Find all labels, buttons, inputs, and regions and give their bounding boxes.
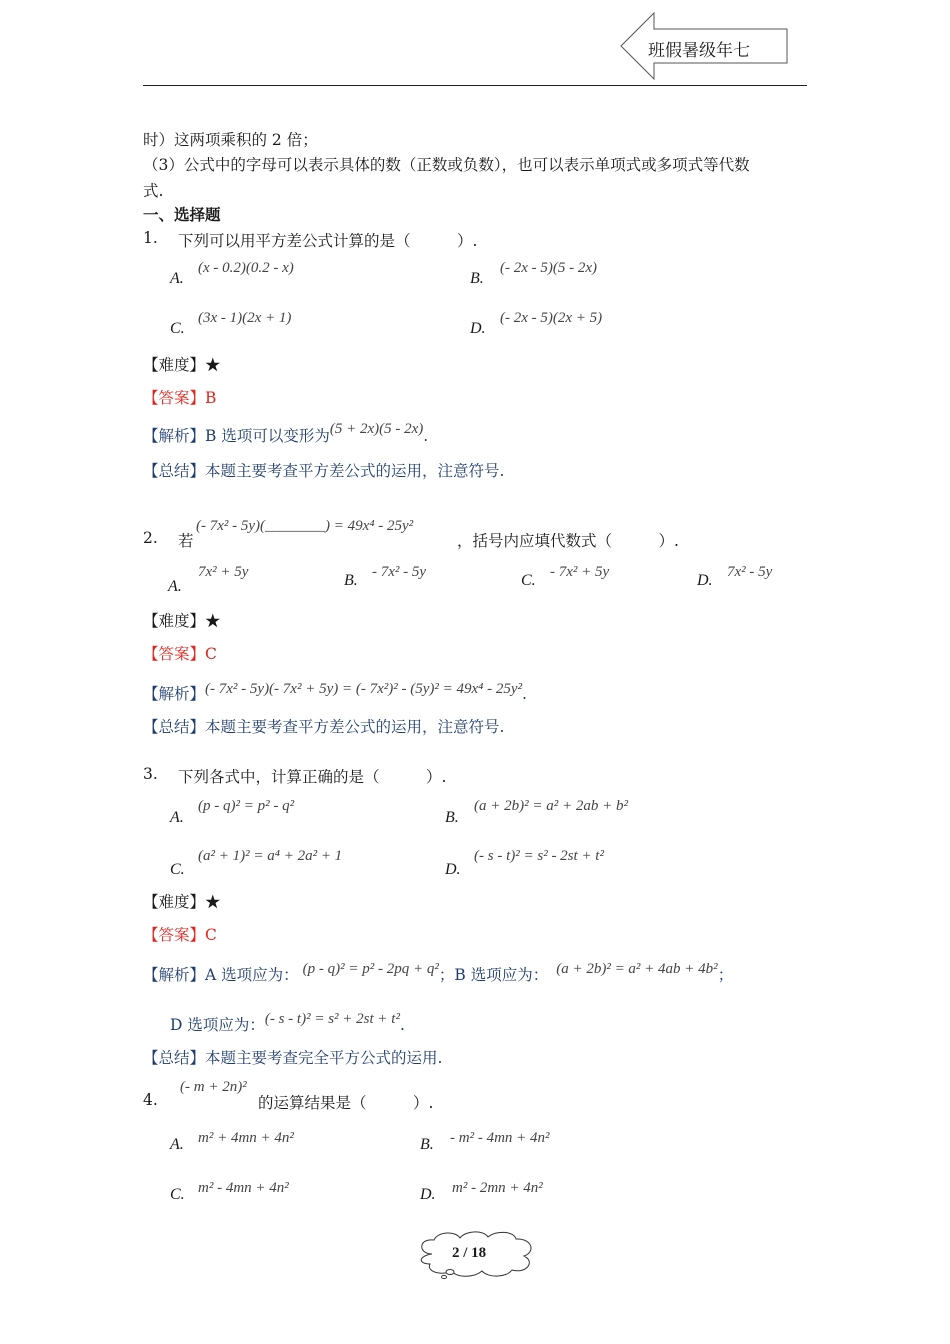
- q1-summary-tag: 【总结】: [143, 462, 206, 480]
- q3-analysis-d-row: [170, 1013, 405, 1035]
- q2-option-a-expr: 7x² + 5y: [198, 564, 249, 580]
- q2-option-b-letter: B.: [344, 572, 358, 589]
- q3-option-a-expr: (p - q)² = p² - q²: [198, 798, 295, 814]
- q1-option-c-expr: (3x - 1)(2x + 1): [198, 310, 292, 326]
- q1-answer-row: [143, 386, 216, 408]
- q1-stem: 下列可以用平方差公式计算的是（ ）.: [178, 232, 478, 250]
- q2-summary-tag: 【总结】: [143, 718, 206, 736]
- q3-option-c-letter: C.: [170, 861, 185, 878]
- q1-difficulty: 【难度】★: [143, 356, 221, 374]
- q1-answer-value: B: [205, 389, 217, 407]
- q4-option-a-expr: m² + 4mn + 4n²: [198, 1130, 294, 1146]
- q3-option-b-letter: B.: [445, 809, 459, 826]
- q4-stem-expr: (- m + 2n)²: [180, 1079, 247, 1095]
- q2-stem-pre: 若: [178, 532, 194, 550]
- q2-number: 2.: [143, 529, 158, 547]
- q1-number: 1.: [143, 229, 158, 247]
- q3-analysis-d-end: .: [399, 1016, 405, 1034]
- q3-summary-row: [143, 1046, 442, 1068]
- q3-analysis-d-text: D 选项应为：: [170, 1016, 265, 1034]
- q2-answer-tag: 【答案】: [143, 645, 206, 663]
- page-number: 2 / 18: [452, 1245, 487, 1261]
- q2-option-a-letter: A.: [168, 578, 182, 595]
- q1-analysis-row: [143, 421, 429, 446]
- q1-option-b-letter: B.: [470, 270, 484, 287]
- q2-option-d-expr: 7x² - 5y: [727, 564, 773, 580]
- header-tag: [620, 12, 790, 80]
- header-tag-text: 班假暑级年七: [648, 41, 750, 61]
- q2-analysis-end: .: [522, 685, 527, 703]
- q3-option-d-letter: D.: [445, 861, 461, 878]
- q3-option-c-expr: (a² + 1)² = a⁴ + 2a² + 1: [198, 848, 343, 864]
- q2-option-b-expr: - 7x² - 5y: [372, 564, 427, 580]
- q1-option-a-expr: (x - 0.2)(0.2 - x): [198, 260, 294, 276]
- q3-option-d-expr: (- s - t)² = s² - 2st + t²: [474, 848, 604, 864]
- q3-analysis-a-expr: (p - q)² = p² - 2pq + q²: [302, 961, 439, 977]
- q1-analysis-expr: (5 + 2x)(5 - 2x): [329, 421, 424, 437]
- q3-analysis-sep-2: ；: [717, 966, 734, 984]
- header-rule: [143, 85, 807, 86]
- q2-analysis-tag: 【解析】: [143, 685, 206, 703]
- q2-option-c-letter: C.: [521, 572, 536, 589]
- q1-analysis-end: .: [423, 427, 429, 445]
- q4-option-d-expr: m² - 2mn + 4n²: [452, 1180, 543, 1196]
- q3-summary-text: 本题主要考查完全平方公式的运用.: [205, 1049, 443, 1067]
- q1-option-d-letter: D.: [470, 320, 486, 337]
- q3-analysis-sep: ；: [438, 966, 455, 984]
- q2-answer-row: [143, 642, 217, 664]
- q2-analysis-row: [143, 682, 527, 704]
- q2-answer-value: C: [205, 645, 217, 663]
- q4-option-d-letter: D.: [420, 1186, 436, 1203]
- q2-difficulty: 【难度】★: [143, 612, 221, 630]
- q3-option-b-expr: (a + 2b)² = a² + 2ab + b²: [474, 798, 628, 814]
- q1-analysis-tag: 【解析】: [143, 427, 206, 445]
- q3-analysis-row: [143, 963, 733, 985]
- q2-option-c-expr: - 7x² + 5y: [550, 564, 610, 580]
- q4-option-a-letter: A.: [170, 1136, 184, 1153]
- q3-answer-value: C: [205, 926, 217, 944]
- q1-summary-text: 本题主要考查平方差公式的运用，注意符号.: [205, 462, 505, 480]
- q3-analysis-a-text: A 选项应为：: [205, 966, 299, 984]
- q4-stem-post: 的运算结果是（ ）.: [258, 1094, 434, 1112]
- q3-analysis-b-expr: (a + 2b)² = a² + 4ab + 4b²: [556, 961, 718, 977]
- q3-analysis-d-expr: (- s - t)² = s² + 2st + t²: [264, 1011, 400, 1027]
- intro-line-2: （3）公式中的字母可以表示具体的数（正数或负数），也可以表示单项式或多项式等代数: [143, 156, 750, 174]
- q2-stem-post: ，括号内应填代数式（ ）.: [457, 532, 679, 550]
- page-number-cloud: [412, 1230, 542, 1280]
- q4-option-c-letter: C.: [170, 1186, 185, 1203]
- q2-analysis-expr: (- 7x² - 5y)(- 7x² + 5y) = (- 7x²)² - (5y)² = 49x⁴ - 25y²: [205, 681, 523, 697]
- q4-option-b-expr: - m² - 4mn + 4n²: [450, 1130, 550, 1146]
- q4-option-c-expr: m² - 4mn + 4n²: [198, 1180, 289, 1196]
- q3-answer-row: [143, 923, 217, 945]
- q3-option-a-letter: A.: [170, 809, 184, 826]
- q4-number: 4.: [143, 1091, 158, 1109]
- q3-stem: 下列各式中，计算正确的是（ ）.: [178, 768, 447, 786]
- q1-option-a-letter: A.: [170, 270, 184, 287]
- q1-answer-tag: 【答案】: [143, 389, 206, 407]
- q2-stem-expr: (- 7x² - 5y)(________) = 49x⁴ - 25y²: [196, 518, 414, 534]
- intro-line-1: 时）这两项乘积的 2 倍；: [143, 131, 318, 149]
- q3-summary-tag: 【总结】: [143, 1049, 206, 1067]
- q3-number: 3.: [143, 765, 158, 783]
- q3-analysis-b-text: B 选项应为：: [454, 966, 549, 984]
- intro-line-3: 式.: [143, 182, 164, 200]
- q4-option-b-letter: B.: [420, 1136, 434, 1153]
- q1-summary-row: [143, 459, 504, 481]
- q1-option-b-expr: (- 2x - 5)(5 - 2x): [500, 260, 598, 276]
- q1-option-d-expr: (- 2x - 5)(2x + 5): [500, 310, 603, 326]
- q3-difficulty: 【难度】★: [143, 893, 221, 911]
- q2-option-d-letter: D.: [697, 572, 713, 589]
- q1-analysis-text: B 选项可以变形为: [205, 427, 330, 445]
- q3-analysis-tag: 【解析】: [143, 966, 206, 984]
- q2-summary-row: [143, 715, 504, 737]
- q1-option-c-letter: C.: [170, 320, 185, 337]
- section-title: 一、选择题: [143, 205, 221, 224]
- q2-summary-text: 本题主要考查平方差公式的运用，注意符号.: [205, 718, 505, 736]
- q3-answer-tag: 【答案】: [143, 926, 206, 944]
